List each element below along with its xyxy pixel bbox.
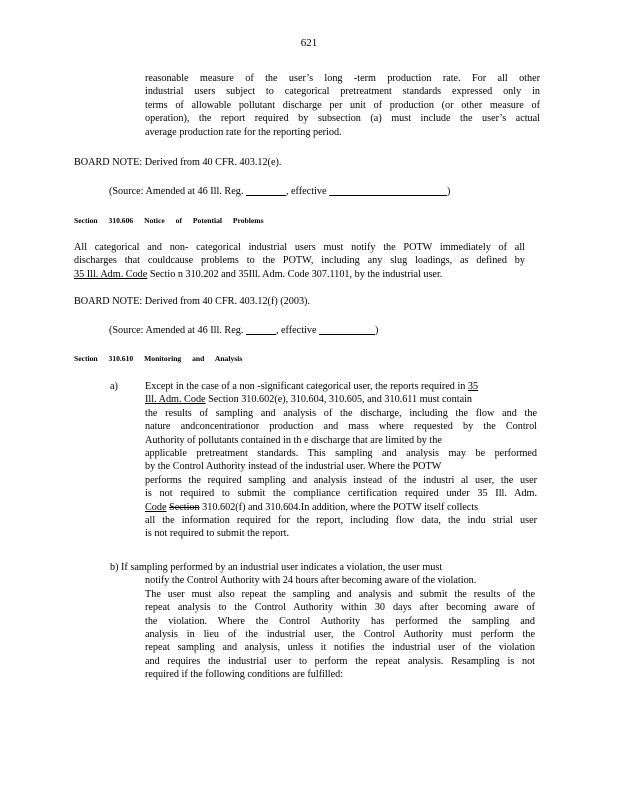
source-effective: , effective <box>285 186 327 197</box>
board-note-2 <box>74 295 310 308</box>
code-citation: 35 <box>467 381 479 392</box>
item-b <box>110 561 538 574</box>
intro-line: terms of allowable pollutant discharge per unit of production (or other measure of <box>145 99 540 111</box>
volume-blank <box>246 324 276 335</box>
body-line: the violation. Where the Control Authority has performed the sampling and <box>145 615 535 627</box>
body-line: and requires the industrial user to perform the repeat analysis. Resampling is not <box>145 655 535 667</box>
body-line: applicable pretreatment standards. This sampling and analysis may be performed <box>145 448 537 460</box>
source-note-1 <box>109 185 450 198</box>
item-b-body <box>145 574 535 681</box>
body-line: All categorical and non- categorical industrial users must notify the POTW immediately of all <box>74 242 525 253</box>
intro-line: reasonable measure of the user’s long -term production rate. For all other <box>145 73 540 84</box>
board-note-text: BOARD NOTE: Derived from 40 CFR. 403.12(f) (2003). <box>74 296 310 307</box>
section-heading-310-610: Section 310.610 Monitoring and Analysis <box>74 354 243 363</box>
section-heading-310-606: Section 310.606 Notice of Potential Problems <box>74 216 264 225</box>
body-line: The user must also repeat the sampling and analysis and submit the results of the <box>145 588 535 600</box>
struck-text: Section <box>169 501 200 513</box>
body-line: the results of sampling and analysis of the discharge, including the flow and the <box>145 407 537 419</box>
intro-line: industrial users subject to categorical pretreatment standards expressed only in <box>145 86 540 98</box>
body-line: required if the following conditions are fulfilled: <box>145 669 344 681</box>
body-line: is not required to submit the report. <box>145 528 290 540</box>
volume-blank <box>246 185 286 196</box>
body-line: analysis in lieu of the industrial user, the Control Authority must perform the <box>145 629 535 641</box>
date-blank <box>329 185 447 196</box>
intro-line: average production rate for the reporting period. <box>145 126 342 138</box>
item-a-label: a) <box>110 381 118 392</box>
body-text: Sectio n 310.202 and 35Ill. Adm. Code 307.1101, by the industrial user. <box>147 268 443 280</box>
intro-line: operation), the report required by subsection (a) must include the user’s actual <box>145 113 540 125</box>
code-citation: Ill. Adm. Code <box>145 394 206 406</box>
board-note-text: BOARD NOTE: Derived from 40 CFR. 403.12(e). <box>74 157 282 168</box>
page-number: 621 <box>300 37 318 49</box>
item-b-first-line: b) If sampling performed by an industrial user indicates a violation, the user must <box>110 562 443 573</box>
body-line: repeat analysis to the Control Authority within 30 days after becoming aware of <box>145 602 535 614</box>
source-close: ) <box>447 186 451 197</box>
intro-paragraph <box>145 72 540 139</box>
body-text: Section 310.602(e), 310.604, 310.605, and 310.611 must contain <box>205 394 473 406</box>
body-text: Except in the case of a non -significant categorical user, the reports required in <box>145 381 466 392</box>
body-line: all the information required for the report, including flow data, the indu strial user <box>145 515 537 527</box>
body-line: discharges that couldcause problems to the POTW, including any slug loadings, as defined by <box>74 255 525 267</box>
source-close: ) <box>375 325 379 336</box>
source-note-2 <box>109 324 378 337</box>
board-note-1 <box>74 156 281 169</box>
body-line: performs the required sampling and analysis instead of the industri al user, the user <box>145 474 537 486</box>
code-citation: 35 Ill. Adm. Code <box>74 268 148 280</box>
body-line: by the Control Authority instead of the industrial user. Where the POTW <box>145 461 442 473</box>
body-line: Authority of pollutants contained in th e discharge that are limited by the <box>145 434 442 446</box>
source-prefix: (Source: Amended at 46 Ill. Reg. <box>109 186 244 197</box>
source-effective: , effective <box>275 325 317 336</box>
code-citation: Code <box>145 501 167 513</box>
body-line: notify the Control Authority with 24 hours after becoming aware of the violation. <box>145 575 477 587</box>
body-line: is not required to submit the compliance certification required under 35 Ill. Adm. <box>145 488 537 500</box>
body-line: repeat sampling and analysis, unless it notifies the industrial user of the violation <box>145 642 535 654</box>
date-blank <box>319 324 375 335</box>
body-line: nature andconcentrationor production and mass where requested by the Control <box>145 421 537 433</box>
item-a-body <box>145 380 537 541</box>
section-310-606-body <box>74 241 525 281</box>
body-text: 310.602(f) and 310.604.In addition, where the POTW itself collects <box>199 501 479 513</box>
source-prefix: (Source: Amended at 46 Ill. Reg. <box>109 325 244 336</box>
